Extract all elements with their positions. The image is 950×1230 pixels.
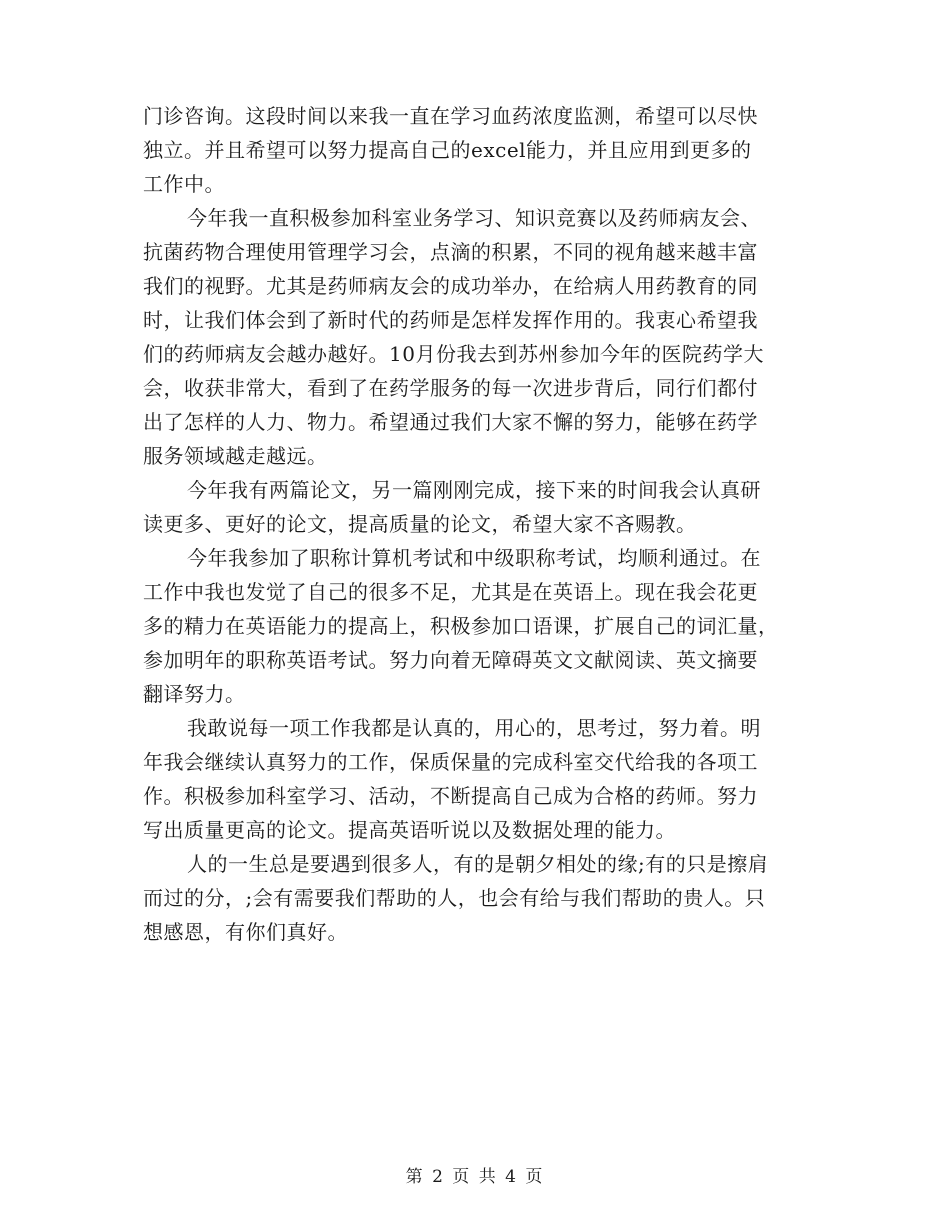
text-line: 人的一生总是要遇到很多人，有的是朝夕相处的缘;有的只是擦肩 [187, 852, 769, 876]
text-line: 我们的视野。尤其是药师病友会的成功举办，在给病人用药教育的同 [143, 274, 758, 298]
text-line: 工作中。 [143, 172, 225, 196]
document-body [143, 99, 803, 949]
text-line: 出了怎样的人力、物力。希望通过我们大家不懈的努力，能够在药学 [143, 410, 758, 434]
text-line: 独立。并且希望可以努力提高自己的excel能力，并且应用到更多的 [143, 138, 752, 162]
page-number-footer: 第 2 页 共 4 页 [405, 1167, 545, 1187]
text-line: 作。积极参加科室学习、活动，不断提高自己成为合格的药师。努力 [143, 784, 758, 808]
text-line: 翻译努力。 [143, 682, 246, 706]
text-line: 门诊咨询。这段时间以来我一直在学习血药浓度监测，希望可以尽快 [143, 104, 758, 128]
text-line: 服务领域越走越远。 [143, 444, 328, 468]
text-line: 会，收获非常大，看到了在药学服务的每一次进步背后，同行们都付 [143, 376, 758, 400]
paragraph-plans [143, 711, 803, 847]
text-line: 我敢说每一项工作我都是认真的，用心的，思考过，努力着。明 [187, 716, 761, 740]
text-line: 多的精力在英语能力的提高上，积极参加口语课，扩展自己的词汇量， [143, 614, 779, 638]
text-line: 今年我一直积极参加科室业务学习、知识竞赛以及药师病友会、 [187, 206, 761, 230]
text-line: 工作中我也发觉了自己的很多不足，尤其是在英语上。现在我会花更 [143, 580, 758, 604]
paragraph-activities [143, 201, 803, 473]
text-line: 而过的分，;会有需要我们帮助的人，也会有给与我们帮助的贵人。只 [143, 886, 766, 910]
paragraph-papers [143, 473, 803, 541]
text-line: 写出质量更高的论文。提高英语听说以及数据处理的能力。 [143, 818, 676, 842]
paragraph-continuation [143, 99, 803, 201]
text-line: 今年我有两篇论文，另一篇刚刚完成，接下来的时间我会认真研 [187, 478, 761, 502]
text-line: 参加明年的职称英语考试。努力向着无障碍英文文献阅读、英文摘要 [143, 648, 758, 672]
text-line: 年我会继续认真努力的工作，保质保量的完成科室交代给我的各项工 [143, 750, 758, 774]
paragraph-gratitude [143, 847, 803, 949]
text-line: 想感恩，有你们真好。 [143, 920, 348, 944]
text-line: 抗菌药物合理使用管理学习会，点滴的积累，不同的视角越来越丰富 [143, 240, 758, 264]
text-line: 们的药师病友会越办越好。10月份我去到苏州参加今年的医院药学大 [143, 342, 764, 366]
text-line: 今年我参加了职称计算机考试和中级职称考试，均顺利通过。在 [187, 546, 761, 570]
text-line: 读更多、更好的论文，提高质量的论文，希望大家不吝赐教。 [143, 512, 697, 536]
text-line: 时，让我们体会到了新时代的药师是怎样发挥作用的。我衷心希望我 [143, 308, 758, 332]
paragraph-exams [143, 541, 803, 711]
